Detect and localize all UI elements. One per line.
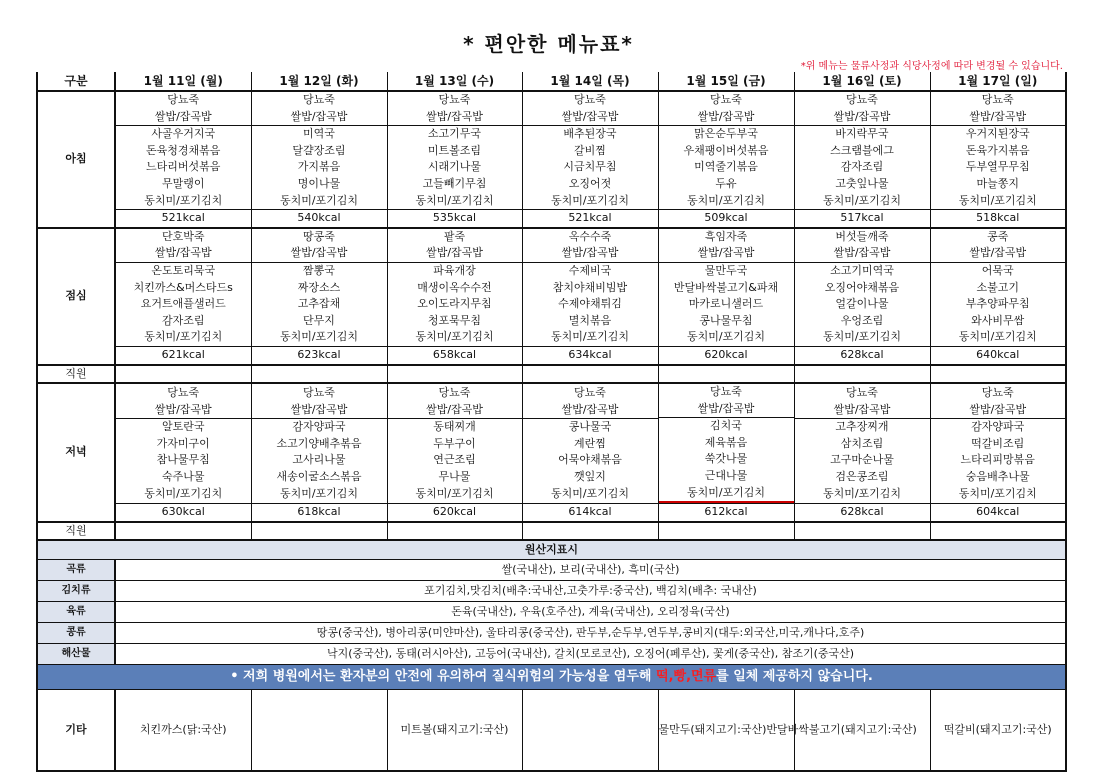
menu-item: 쌀밥/잡곡밥 bbox=[931, 402, 1066, 420]
menu-item: 어묵국 bbox=[981, 263, 1014, 277]
menu-item: 두부열무무침 bbox=[965, 160, 1030, 174]
kcal-value: 521kcal bbox=[522, 210, 658, 228]
menu-cell bbox=[930, 383, 1066, 504]
menu-item: 동치미/포기김치 bbox=[686, 330, 766, 344]
staff-cell bbox=[930, 522, 1066, 541]
origin-text: 쌀(국내산), 보리(국내산), 흑미(국산) bbox=[115, 560, 1066, 581]
menu-cell bbox=[794, 228, 930, 347]
menu-item: 쌀밥/잡곡밥 bbox=[388, 245, 522, 263]
menu-item: 동치미/포기김치 bbox=[279, 330, 359, 344]
menu-item: 배추된장국 bbox=[563, 127, 617, 141]
menu-item: 동치미/포기김치 bbox=[822, 193, 902, 207]
menu-item: 고구마순나물 bbox=[830, 453, 894, 467]
menu-cell bbox=[522, 91, 658, 210]
menu-cell bbox=[251, 228, 387, 347]
menu-cell bbox=[930, 228, 1066, 347]
staff-row bbox=[37, 365, 1066, 384]
menu-item: 동치미/포기김치 bbox=[279, 193, 359, 207]
menu-cell bbox=[387, 383, 522, 504]
menu-item: 동치미/포기김치 bbox=[550, 486, 630, 500]
menu-item: 시금치무침 bbox=[563, 160, 617, 174]
menu-item: 두부구이 bbox=[433, 436, 476, 450]
menu-item: 쌀밥/잡곡밥 bbox=[116, 402, 251, 420]
menu-item: 쌀밥/잡곡밥 bbox=[931, 109, 1066, 127]
menu-item: 떡갈비조림 bbox=[971, 436, 1025, 450]
kcal-value: 630kcal bbox=[115, 504, 251, 522]
origin-row bbox=[37, 560, 1066, 581]
kcal-value: 509kcal bbox=[658, 210, 794, 228]
kcal-value: 620kcal bbox=[387, 504, 522, 522]
menu-item: 땅콩죽 bbox=[303, 229, 335, 243]
menu-item: 당뇨죽 bbox=[846, 386, 878, 400]
menu-item: 동치미/포기김치 bbox=[279, 486, 359, 500]
menu-item: 멸치볶음 bbox=[568, 313, 612, 327]
menu-cell bbox=[387, 228, 522, 347]
staff-cell bbox=[794, 365, 930, 384]
menu-item: 참나물무침 bbox=[156, 453, 210, 467]
menu-item: 수제비국 bbox=[568, 263, 612, 277]
menu-item: 동치미/포기김치 bbox=[822, 486, 902, 500]
menu-item: 갈비찜 bbox=[574, 143, 606, 157]
banner-text-end: 를 일체 제공하지 않습니다. bbox=[716, 669, 873, 685]
menu-item: 알토란국 bbox=[161, 420, 205, 434]
kcal-value: 612kcal bbox=[658, 504, 794, 522]
menu-item: 우엉조림 bbox=[840, 313, 884, 327]
menu-item: 동치미/포기김치 bbox=[144, 330, 223, 344]
menu-item: 물만두국 bbox=[704, 263, 748, 277]
etc-cell: 물만두(돼지고기:국산)반달바싹불고기(돼지고기:국산) bbox=[658, 690, 794, 772]
menu-item: 계란찜 bbox=[574, 436, 606, 450]
origin-text: 돈육(국내산), 우육(호주산), 계육(국내산), 오리정육(국산) bbox=[115, 602, 1066, 623]
kcal-value: 658kcal bbox=[387, 346, 522, 364]
menu-cell bbox=[930, 91, 1066, 210]
menu-cell bbox=[387, 91, 522, 210]
kcal-value: 620kcal bbox=[658, 346, 794, 364]
menu-item: 쌀밥/잡곡밥 bbox=[523, 245, 658, 263]
staff-label: 직원 bbox=[37, 522, 115, 541]
kcal-value: 618kcal bbox=[251, 504, 387, 522]
menu-item: 미역국 bbox=[303, 127, 335, 141]
staff-label: 직원 bbox=[37, 365, 115, 384]
menu-item: 단호박죽 bbox=[161, 229, 205, 243]
menu-item: 고추장찌개 bbox=[835, 420, 889, 434]
menu-item: 청포묵무침 bbox=[427, 313, 482, 327]
page-title: * 편안한 메뉴표* bbox=[463, 32, 634, 56]
menu-item: 소고기미역국 bbox=[830, 263, 894, 277]
menu-item: 소고기양배추볶음 bbox=[276, 436, 362, 450]
origin-label: 콩류 bbox=[37, 623, 115, 644]
menu-item: 동치미/포기김치 bbox=[958, 330, 1037, 344]
menu-item: 쌀밥/잡곡밥 bbox=[388, 109, 522, 127]
menu-cell bbox=[658, 91, 794, 210]
kcal-value: 614kcal bbox=[522, 504, 658, 522]
menu-item: 동치미/포기김치 bbox=[958, 486, 1037, 500]
staff-cell bbox=[658, 365, 794, 384]
lunch-row bbox=[37, 228, 1066, 347]
menu-cell bbox=[115, 91, 251, 210]
kcal-value: 521kcal bbox=[115, 210, 251, 228]
origin-title: 원산지표시 bbox=[37, 540, 1066, 560]
menu-cell bbox=[522, 228, 658, 347]
dinner-row bbox=[37, 383, 1066, 504]
banner-text: • 저희 병원에서는 환자분의 안전에 유의하여 질식위험의 가능성을 염두해 bbox=[230, 669, 657, 685]
menu-item: 오이도라지무침 bbox=[417, 297, 492, 311]
menu-item: 당뇨죽 bbox=[981, 93, 1014, 106]
menu-item: 당뇨죽 bbox=[574, 386, 606, 400]
menu-item: 동치미/포기김치 bbox=[415, 330, 494, 344]
menu-item: 동치미/포기김치 bbox=[550, 330, 630, 344]
origin-label: 곡류 bbox=[37, 560, 115, 581]
menu-item: 사골우거지국 bbox=[151, 127, 216, 141]
menu-item: 쌀밥/잡곡밥 bbox=[388, 402, 522, 420]
lunch-label: 점심 bbox=[37, 228, 115, 365]
kcal-value: 628kcal bbox=[794, 346, 930, 364]
menu-item: 김치국 bbox=[710, 419, 742, 433]
menu-item: 쌀밥/잡곡밥 bbox=[659, 245, 794, 263]
menu-item: 동치미/포기김치 bbox=[550, 193, 630, 207]
staff-cell bbox=[115, 365, 251, 384]
kcal-value: 604kcal bbox=[930, 504, 1066, 522]
menu-item: 가지볶음 bbox=[297, 160, 341, 174]
menu-item: 가자미구이 bbox=[156, 436, 210, 450]
staff-cell bbox=[251, 522, 387, 541]
menu-item: 마카로니샐러드 bbox=[688, 297, 764, 311]
menu-item: 당뇨죽 bbox=[574, 93, 606, 106]
menu-item: 감자양파국 bbox=[292, 420, 346, 434]
staff-cell bbox=[115, 522, 251, 541]
menu-item: 콩죽 bbox=[987, 229, 1009, 243]
menu-item: 무나물 bbox=[438, 470, 471, 484]
menu-item: 연근조림 bbox=[433, 453, 476, 467]
menu-item: 동치미/포기김치 bbox=[958, 193, 1037, 207]
breakfast-row bbox=[37, 91, 1066, 210]
menu-item: 새송이굴소스볶음 bbox=[276, 470, 362, 484]
menu-item: 당뇨죽 bbox=[438, 93, 471, 106]
etc-cell: 미트볼(돼지고기:국산) bbox=[387, 690, 522, 772]
menu-item: 우채팽이버섯볶음 bbox=[683, 143, 769, 157]
safety-banner-row bbox=[37, 665, 1066, 690]
staff-cell bbox=[658, 522, 794, 541]
day-header: 1월 16일 (토) bbox=[794, 72, 930, 91]
menu-cell bbox=[522, 383, 658, 504]
menu-item: 쌀밥/잡곡밥 bbox=[795, 109, 930, 127]
menu-change-notice: *위 메뉴는 물류사정과 식당사정에 따라 변경될 수 있습니다. bbox=[800, 61, 1063, 72]
origin-row bbox=[37, 581, 1066, 602]
menu-item: 당뇨죽 bbox=[167, 386, 200, 400]
kcal-value: 623kcal bbox=[251, 346, 387, 364]
menu-item: 쌀밥/잡곡밥 bbox=[659, 109, 794, 127]
etc-cell: 떡갈비(돼지고기:국산) bbox=[930, 690, 1066, 772]
lunch-kcal-row bbox=[37, 346, 1066, 364]
menu-item: 참치야채비빔밥 bbox=[552, 280, 628, 294]
day-header: 1월 17일 (일) bbox=[930, 72, 1066, 91]
menu-item: 부추양파무침 bbox=[965, 297, 1030, 311]
menu-item: 돈육청경채볶음 bbox=[146, 143, 221, 157]
menu-item: 당뇨죽 bbox=[303, 93, 335, 106]
menu-item: 숭음배추나물 bbox=[965, 470, 1030, 484]
menu-cell bbox=[251, 383, 387, 504]
menu-item: 쌀밥/잡곡밥 bbox=[116, 109, 251, 127]
menu-item: 당뇨죽 bbox=[167, 93, 200, 106]
etc-cell bbox=[251, 690, 387, 772]
menu-item: 돈육가지볶음 bbox=[965, 143, 1030, 157]
menu-item: 깻잎지 bbox=[574, 470, 606, 484]
dinner-label: 저녁 bbox=[37, 383, 115, 522]
menu-item: 우거지된장국 bbox=[965, 127, 1030, 141]
menu-item: 짜장소스 bbox=[297, 280, 341, 294]
header-label: 구분 bbox=[37, 72, 115, 91]
breakfast-kcal-row bbox=[37, 210, 1066, 228]
menu-item: 치킨까스&머스타드s bbox=[133, 280, 233, 294]
menu-item: 고추잡채 bbox=[297, 297, 341, 311]
origin-label: 해산물 bbox=[37, 644, 115, 665]
menu-item: 오징어젓 bbox=[568, 176, 612, 190]
kcal-value: 540kcal bbox=[251, 210, 387, 228]
menu-item: 쌀밥/잡곡밥 bbox=[931, 245, 1066, 263]
etc-row bbox=[37, 690, 1066, 772]
menu-item: 숙주나물 bbox=[161, 470, 205, 484]
menu-item: 근대나물 bbox=[704, 469, 748, 483]
menu-item: 미트볼조림 bbox=[427, 143, 482, 157]
origin-row bbox=[37, 644, 1066, 665]
menu-cell bbox=[794, 383, 930, 504]
menu-item: 쌀밥/잡곡밥 bbox=[252, 245, 387, 263]
menu-item: 반달바싹불고기&파채 bbox=[673, 280, 779, 294]
kcal-value: 518kcal bbox=[930, 210, 1066, 228]
origin-text: 포기김치,맛김치(배추:국내산,고춧가루:중국산), 백김치(배추: 국내산) bbox=[115, 581, 1066, 602]
day-header: 1월 11일 (월) bbox=[115, 72, 251, 91]
banner-highlight: 떡,빵,면류 bbox=[656, 669, 717, 685]
menu-item: 제육볶음 bbox=[704, 435, 748, 449]
menu-cell bbox=[658, 383, 794, 504]
menu-item: 와사비무쌈 bbox=[971, 313, 1025, 327]
menu-item: 미역줄기볶음 bbox=[694, 160, 758, 174]
menu-item: 버섯들깨죽 bbox=[835, 229, 889, 243]
dinner-kcal-row bbox=[37, 504, 1066, 522]
menu-item: 쌀밥/잡곡밥 bbox=[252, 402, 387, 420]
menu-item: 감자조림 bbox=[161, 313, 205, 327]
origin-label: 김치류 bbox=[37, 581, 115, 602]
menu-item: 고춧잎나물 bbox=[835, 176, 889, 190]
menu-item: 소불고기 bbox=[976, 280, 1019, 294]
menu-item: 파육개장 bbox=[433, 263, 476, 277]
menu-item: 쑥갓나물 bbox=[704, 452, 748, 466]
menu-item: 콩나물국 bbox=[568, 420, 612, 434]
staff-cell bbox=[794, 522, 930, 541]
origin-text: 땅콩(중국산), 병아리콩(미얀마산), 울타리콩(중국산), 판두부,순두부,연두부,콩비지(대두:외국산,미국,캐나다,호주) bbox=[115, 623, 1066, 644]
menu-item: 느타리피망볶음 bbox=[960, 453, 1035, 467]
staff-cell bbox=[522, 522, 658, 541]
kcal-value: 628kcal bbox=[794, 504, 930, 522]
menu-item: 옥수수죽 bbox=[568, 229, 612, 243]
menu-item: 쌀밥/잡곡밥 bbox=[659, 401, 794, 419]
menu-item: 명이나물 bbox=[297, 176, 341, 190]
staff-cell bbox=[387, 365, 522, 384]
menu-item: 어묵야채볶음 bbox=[558, 453, 622, 467]
menu-item: 당뇨죽 bbox=[710, 93, 742, 106]
menu-item: 맑은순두부국 bbox=[694, 127, 758, 141]
menu-item: 동치미/포기김치 bbox=[822, 330, 902, 344]
menu-item: 삼치조림 bbox=[840, 436, 884, 450]
menu-item: 콩나물무침 bbox=[699, 313, 753, 327]
menu-item: 요거트애플샐러드 bbox=[140, 297, 226, 311]
origin-row bbox=[37, 623, 1066, 644]
kcal-value: 640kcal bbox=[930, 346, 1066, 364]
day-header: 1월 12일 (화) bbox=[251, 72, 387, 91]
menu-item: 당뇨죽 bbox=[710, 385, 742, 399]
menu-item: 스크램블에그 bbox=[830, 143, 894, 157]
menu-item: 무말랭이 bbox=[161, 176, 205, 190]
kcal-value: 517kcal bbox=[794, 210, 930, 228]
menu-cell bbox=[251, 91, 387, 210]
day-header: 1월 13일 (수) bbox=[387, 72, 522, 91]
menu-item: 바지락무국 bbox=[835, 127, 889, 141]
menu-item: 검은콩조림 bbox=[835, 470, 889, 484]
menu-item: 수제야채튀김 bbox=[558, 297, 622, 311]
safety-banner bbox=[37, 665, 1066, 690]
menu-cell bbox=[115, 383, 251, 504]
menu-item: 당뇨죽 bbox=[846, 93, 878, 106]
menu-table bbox=[36, 72, 1067, 772]
menu-item: 동치미/포기김치 bbox=[144, 193, 223, 207]
menu-item: 시래기나물 bbox=[427, 160, 482, 174]
day-header: 1월 15일 (금) bbox=[658, 72, 794, 91]
header-row bbox=[37, 72, 1066, 91]
menu-item: 매생이옥수수전 bbox=[417, 280, 492, 294]
etc-cell bbox=[522, 690, 658, 772]
menu-item: 마늘쫑지 bbox=[976, 176, 1019, 190]
day-header: 1월 14일 (목) bbox=[522, 72, 658, 91]
menu-item: 단무지 bbox=[303, 313, 335, 327]
menu-item: 동치미/포기김치 bbox=[415, 486, 494, 500]
etc-cell: 치킨까스(닭:국산) bbox=[115, 690, 251, 772]
staff-cell bbox=[522, 365, 658, 384]
menu-item: 팥죽 bbox=[443, 229, 466, 243]
origin-title-row bbox=[37, 540, 1066, 560]
menu-item: 동치미/포기김치 bbox=[659, 485, 794, 504]
origin-row bbox=[37, 602, 1066, 623]
menu-item: 당뇨죽 bbox=[303, 386, 335, 400]
menu-item: 당뇨죽 bbox=[981, 386, 1014, 400]
kcal-value: 634kcal bbox=[522, 346, 658, 364]
menu-item: 쌀밥/잡곡밥 bbox=[116, 245, 251, 263]
menu-item: 얼갈이나물 bbox=[835, 297, 889, 311]
menu-item: 소고기무국 bbox=[427, 127, 482, 141]
menu-item: 느타리버섯볶음 bbox=[146, 160, 221, 174]
menu-cell bbox=[794, 91, 930, 210]
menu-item: 감자양파국 bbox=[971, 420, 1025, 434]
staff-cell bbox=[251, 365, 387, 384]
menu-item: 동치미/포기김치 bbox=[686, 193, 766, 207]
staff-row bbox=[37, 522, 1066, 541]
menu-cell bbox=[658, 228, 794, 347]
menu-cell bbox=[115, 228, 251, 347]
menu-item: 동치미/포기김치 bbox=[415, 193, 494, 207]
menu-item: 짬뽕국 bbox=[303, 263, 335, 277]
staff-cell bbox=[930, 365, 1066, 384]
menu-item: 쌀밥/잡곡밥 bbox=[523, 402, 658, 420]
menu-item: 달걀장조림 bbox=[292, 143, 346, 157]
menu-item: 고사리나물 bbox=[292, 453, 346, 467]
menu-item: 오징어야채볶음 bbox=[824, 280, 900, 294]
menu-item: 감자조림 bbox=[840, 160, 884, 174]
menu-item: 쌀밥/잡곡밥 bbox=[252, 109, 387, 127]
menu-item: 온도토리묵국 bbox=[151, 263, 216, 277]
menu-item: 쌀밥/잡곡밥 bbox=[523, 109, 658, 127]
menu-item: 동치미/포기김치 bbox=[144, 486, 223, 500]
menu-item: 당뇨죽 bbox=[438, 386, 471, 400]
menu-item: 쌀밥/잡곡밥 bbox=[795, 402, 930, 420]
menu-item: 고들빼기무침 bbox=[422, 176, 487, 190]
breakfast-label: 아침 bbox=[37, 91, 115, 228]
etc-label: 기타 bbox=[37, 690, 115, 772]
menu-item: 두유 bbox=[715, 176, 737, 190]
menu-item: 동태찌개 bbox=[433, 420, 476, 434]
origin-label: 육류 bbox=[37, 602, 115, 623]
menu-item: 쌀밥/잡곡밥 bbox=[795, 245, 930, 263]
staff-cell bbox=[387, 522, 522, 541]
menu-item: 흑임자죽 bbox=[704, 229, 748, 243]
origin-text: 낙지(중국산), 동태(러시아산), 고등어(국내산), 갈치(모로코산), 오징어(페루산), 꽃게(중국산), 참조기(중국산) bbox=[115, 644, 1066, 665]
kcal-value: 535kcal bbox=[387, 210, 522, 228]
kcal-value: 621kcal bbox=[115, 346, 251, 364]
